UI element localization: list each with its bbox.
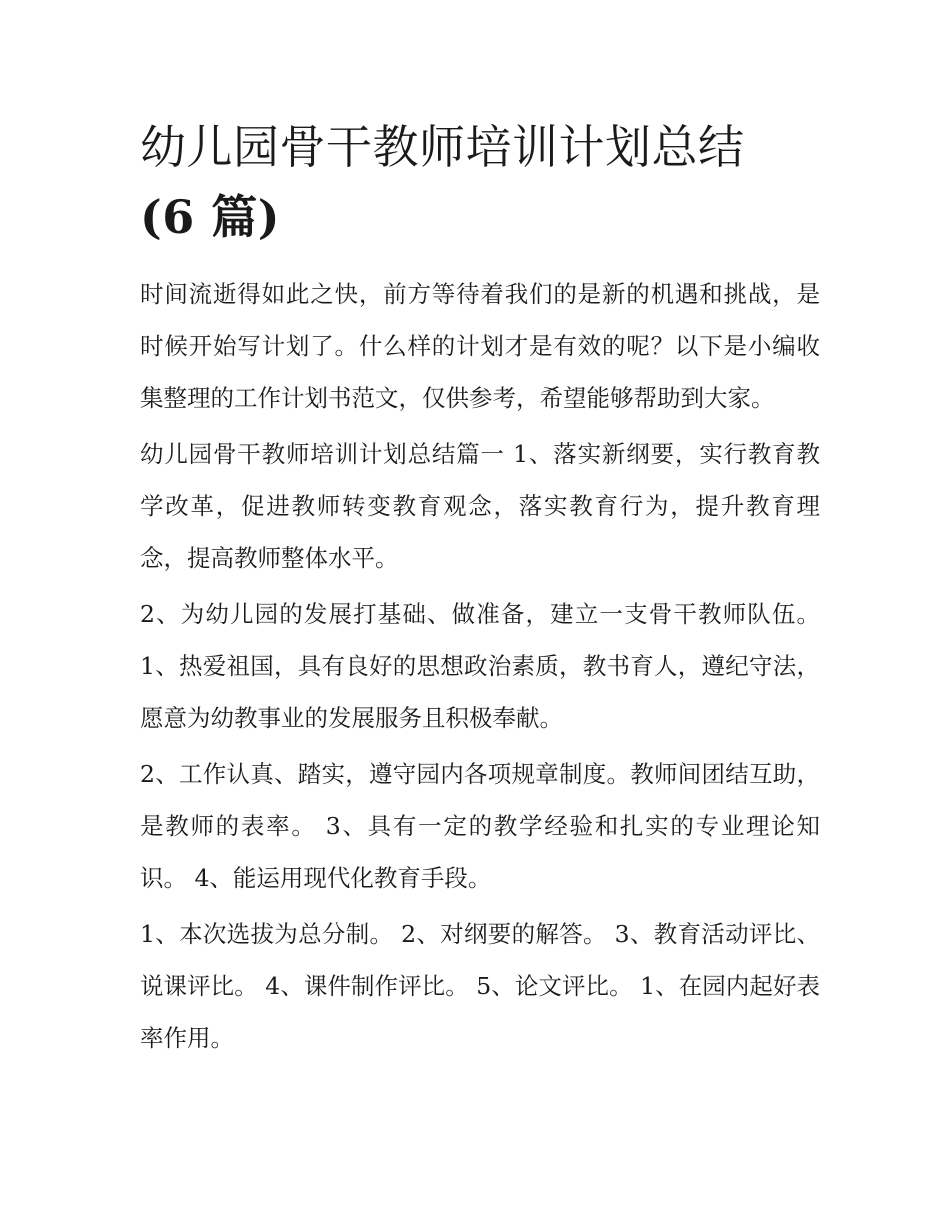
- title-line-main: 幼儿园骨干教师培训计划总结: [140, 120, 745, 174]
- paragraph-part-one: 幼儿园骨干教师培训计划总结篇一 1、落实新纲要，实行教育教学改革，促进教师转变教育观念，落实教育行为，提升教育理念，提高教师整体水平。: [140, 440, 820, 572]
- paragraph-team: 2、为幼儿园的发展打基础、做准备，建立一支骨干教师队伍。 1、热爱祖国，具有良好的思想政治素质，教书育人，遵纪守法，愿意为幼教事业的发展服务且积极奉献。: [140, 600, 820, 732]
- paragraph-requirements: 2、工作认真、踏实，遵守园内各项规章制度。教师间团结互助，是教师的表率。 3、具有一定的教学经验和扎实的专业理论知识。 4、能运用现代化教育手段。: [140, 760, 820, 892]
- paragraph-intro: 时间流逝得如此之快，前方等待着我们的是新的机遇和挑战，是时候开始写计划了。什么样的计划才是有效的呢？以下是小编收集整理的工作计划书范文，仅供参考，希望能够帮助到大家。: [140, 280, 820, 412]
- document-page: [140, 112, 820, 1068]
- document-title: [140, 112, 820, 252]
- title-line-count: (6 篇): [140, 190, 281, 244]
- paragraph-selection: 1、本次选拔为总分制。 2、对纲要的解答。 3、教育活动评比、说课评比。 4、课件制作评比。 5、论文评比。 1、在园内起好表率作用。: [140, 920, 820, 1052]
